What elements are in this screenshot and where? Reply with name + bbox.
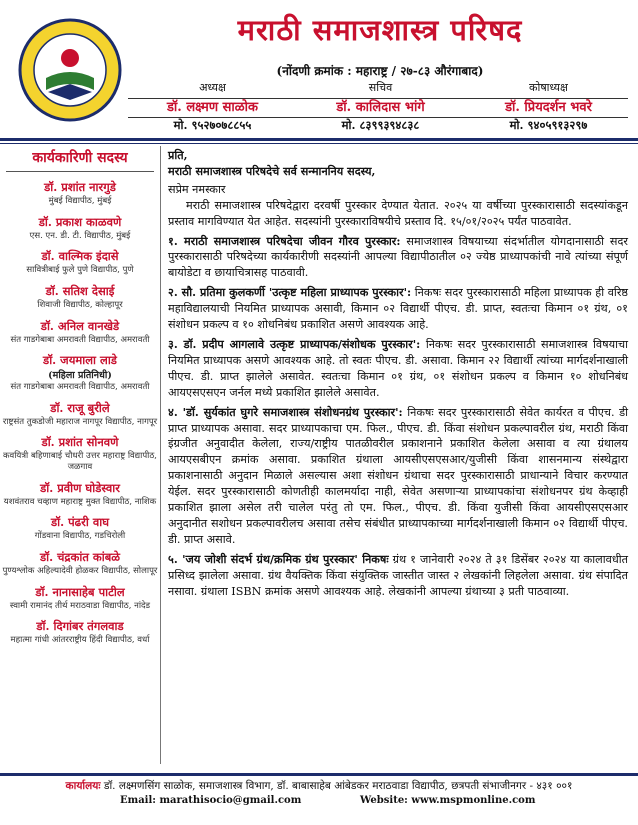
office-role: कोषाध्यक्ष — [529, 81, 568, 94]
member-name: डॉ. पंढरी वाघ — [51, 515, 109, 530]
member-item — [0, 284, 160, 311]
award-heading: १. मराठी समाजशास्त्र परिषदेचा जीवन गौरव पुरस्कार: — [168, 233, 401, 248]
member-institution: मुंबई विद्यापीठ, मुंबई — [48, 196, 112, 206]
member-name: डॉ. प्रशांत नारगुडे — [44, 180, 116, 194]
member-item — [0, 515, 160, 542]
registration-number: (नोंदणी क्रमांक : महाराष्ट्र / २७-८३ औरंगाबाद) — [276, 64, 484, 78]
member-item — [0, 249, 160, 276]
member-institution: पुण्यश्लोक अहिल्यादेवी होळकर विद्यापीठ, सोलापूर — [2, 565, 158, 576]
member-name: डॉ. प्रकाश काळवणे — [38, 214, 122, 229]
award-sections — [168, 234, 628, 600]
award-section — [168, 552, 628, 600]
member-item — [0, 619, 160, 646]
member-institution: राष्ट्रसंत तुकडोजी महाराज नागपूर विद्यापीठ, नागपूर — [2, 416, 158, 427]
header-rule — [0, 143, 638, 144]
award-heading: ४. 'डॉ. सुर्यकांत घुगरे समाजशास्त्र संशोधनग्रंथ पुरस्कार': — [168, 404, 403, 419]
member-institution: महात्मा गांधी आंतरराष्ट्रीय हिंदी विद्यापीठ, वर्धा — [10, 635, 150, 646]
member-item — [0, 215, 160, 242]
office-name: डॉ. कालिदास भांगे — [336, 100, 425, 115]
members-list — [0, 180, 160, 646]
office-name: डॉ. प्रियदर्शन भवरे — [505, 100, 592, 115]
member-institution: स्वामी रामानंद तीर्थ मराठवाडा विद्यापीठ, नांदेड — [9, 600, 151, 611]
letter-intro: मराठी समाजशास्त्र परिषदेद्वारा दरवर्षी पुरस्कार देण्यात येतात. २०२५ या वर्षीच्या पुरस्कारासाठी सदस्यांकडून प्रस्ताव मागविण्यात येत आहेत. सदस्यांनी पुरस्काराविषयीचे प्रस्ताव दि. १५/०१/२०२५ पर्यंत पाठवावेत. — [168, 198, 628, 228]
award-text: ग्रंथ १ जानेवारी २०२४ ते ३१ डिसेंबर २०२४ या कालावधीत प्रसिध्द झालेला असावा. ग्रंथ वैयक्तिक किंवा संयुक्तिक जास्तीत जास्त २ लेखकांनी लिहलेला असावा. ग्रंथ संपादित नसावा. ग्रंथाला ISBN क्रमांक असणे आवश्यक आहे. लेखकांनी आपल्या ग्रंथाच्या ३ प्रती पाठवाव्या. — [168, 552, 628, 598]
office-bearers — [130, 80, 630, 136]
office-phone: मो. ८३९९३९४८३८ — [341, 118, 420, 132]
office-role: सचिव — [368, 81, 393, 94]
member-name: डॉ. अनिल वानखेडे — [40, 318, 120, 333]
member-name: डॉ. दिगांबर तंगलवाड — [36, 619, 124, 634]
office-name: डॉ. लक्ष्मण साळोक — [166, 100, 259, 115]
footer — [0, 773, 638, 825]
office-role: अध्यक्ष — [199, 81, 226, 94]
email-link[interactable]: Email: marathisocio@gmail.com — [120, 795, 302, 806]
award-section — [168, 405, 628, 548]
member-item — [0, 585, 160, 612]
office-phone: मो. ९५२७०७८८५५ — [173, 118, 252, 132]
letter-addressee: मराठी समाजशास्त्र परिषदेचे सर्व सन्माननिय सदस्य, — [168, 163, 376, 178]
member-institution: गोंडवाना विद्यापीठ, गडचिरोली — [34, 531, 126, 542]
member-name: डॉ. जयमाला लाडे — [43, 353, 117, 368]
member-item — [0, 353, 160, 393]
award-text: समाजशास्त्र विषयाच्या संदर्भातील योगदानासाठी सदर पुरस्कारासाठी परिषदेच्या कार्यकारीणी सदस्यांनी आपल्या विद्यापीठातील ०२ ज्येष्ठ प्राध्यापकांची नावे त्यांच्या संपूर्ण बायोडेटा व छायाचित्रासह पाठवावी. — [168, 234, 628, 280]
member-item — [0, 481, 160, 508]
footer-rule — [0, 773, 638, 776]
address-text: डॉ. लक्ष्मणसिंग साळोक, समाजशास्त्र विभाग, डॉ. बाबासाहेब आंबेडकर मराठवाडा विद्यापीठ, छत्रपती संभाजीनगर - ४३१ ००१ — [103, 780, 573, 792]
executive-members-sidebar — [0, 146, 160, 764]
award-text: निकषः सदर पुरस्कारासाठी समाजशास्त्र विषयाचा नियमित प्राध्यापक असणे आवश्यक आहे. तो स्वतः पीएच. डी. असावा. किमान २२ विद्यार्थी त्यांच्या मार्गदर्शनाखाली पीएच. डी. प्राप्त झालेले असावेत. स्वतःचा किमान ०१ ग्रंथ, ०१ संशोधन प्रकल्प व किमान १० शोधनिबंध आयएसएसएन जर्नल मध्ये प्रकाशित झालेले असावेत. — [168, 337, 628, 399]
letter-body — [168, 148, 628, 599]
award-heading: ५. 'जय जोशी संदर्भ ग्रंथ/क्रमिक ग्रंथ पुरस्कार' निकषः — [168, 551, 389, 566]
member-name: डॉ. वाल्मिक इंदासे — [41, 249, 119, 264]
member-institution: संत गाडगेबाबा अमरावती विद्यापीठ, अमरावती — [10, 382, 150, 393]
address-label: कार्यालयः — [65, 780, 101, 792]
award-heading: ३. डॉ. प्रदीप आगलावे उत्कृष्ट प्राध्यापक/संशोधक पुरस्कार': — [168, 336, 421, 351]
office-address — [0, 779, 638, 793]
member-item — [0, 550, 160, 577]
member-institution: सावित्रीबाई फुले पुणे विद्यापीठ, पुणे — [26, 265, 134, 276]
member-name: डॉ. नानासाहेब पाटील — [35, 584, 125, 599]
member-name: डॉ. प्रवीण घोडेस्वार — [40, 480, 120, 495]
office-secretary — [298, 80, 463, 133]
member-name: डॉ. राजू बुरीले — [50, 400, 110, 415]
award-section — [168, 234, 628, 282]
award-text: निकषः सदर पुरस्कारासाठी महिला प्राध्यापक ही वरिष्ठ महाविद्यालयाची नियमित प्राध्यापक असावी, किमान ०२ विद्यार्थी पीएच. डी. प्राप्त, स्वतःचा किमान ०१ ग्रंथ, ०१ संशोधन प्रकल्प व १० शोधनिबंध प्रकाशित असणे आवश्यक आहे. — [168, 286, 628, 332]
sidebar-divider — [160, 146, 161, 764]
office-treasurer — [466, 80, 631, 133]
member-item — [0, 401, 160, 428]
office-phone: मो. ९४०५९१३२९७ — [509, 118, 588, 132]
award-heading: २. सौ. प्रतिमा कुलकर्णी 'उत्कृष्ट महिला प्राध्यापक पुरस्कार': — [168, 285, 412, 300]
award-section — [168, 337, 628, 401]
sidebar-title: कार्यकारिणी सदस्य — [6, 146, 154, 172]
member-name: डॉ. चंद्रकांत कांबळे — [39, 549, 121, 564]
header-rule — [0, 138, 638, 141]
award-text: निकषः सदर पुरस्कारासाठी सेवेत कार्यरत व पीएच. डी प्राप्त प्राध्यापक असावा. सदर प्राध्यापकाचा एम. फिल., पीएच. डी. किंवा संशोधन प्रकल्पावरील ग्रंथ, मराठी किंवा इंग्रजीत अनुवादीत केलेला, राज्य/राष्ट्रीय पातळीवरील प्रकाशनाने प्रकाशित केलेला असावा व त्या ग्रंथालय आयएसबीएन क्रमांक असावा. प्रकाशित ग्रंथाला आयसीएसएसआर/युजीसी किंवा शासनमान्य संस्थेद्वारा प्रकाशनासाठी अनुदान मिळाले असल्यास अशा संशोधन ग्रंथाचा सदर पुरस्कारासाठी प्राधान्याने विचार करण्यात येईल. सदर पुरस्कारासाठी कोणतीही कालमर्यादा नाही, सेवेत असणाऱ्या प्राध्यापकांचा संशोधनपर ग्रंथ केव्हाही प्रकाशित झाला असेल तरी चालेल परंतु तो एम. फिल., पीएच. डी. किंवा युजीसी किंवा आयसीएसएसआर अनुदानीत सशोधन प्रकल्पावरीलच असावा तसेच संबंधीत प्राध्यापकाच्या मार्गदर्शनाखाली किमान ०२ विद्यार्थी पीएच. डी. प्राप्त असावे. — [168, 405, 628, 546]
member-name: डॉ. प्रशांत सोनवणे — [41, 435, 119, 450]
letter-to: प्रति, — [168, 148, 188, 162]
letter-greeting: सप्रेम नमस्कार — [168, 182, 226, 196]
contact-line — [0, 795, 638, 811]
letterhead — [0, 0, 638, 140]
office-president — [130, 80, 295, 133]
website-link[interactable]: Website: www.mspmonline.com — [360, 795, 536, 806]
member-institution: संत गाडगेबाबा अमरावती विद्यापीठ, अमरावती — [10, 334, 150, 345]
organization-title: मराठी समाजशास्त्र परिषद — [237, 13, 523, 47]
organization-logo — [18, 18, 122, 122]
member-institution: एस. एन. डी. टी. विद्यापीठ, मुंबई — [29, 230, 131, 241]
member-item — [0, 180, 160, 207]
member-institution: यशवंतराव चव्हाण महाराष्ट्र मुक्त विद्यापीठ, नाशिक — [3, 496, 157, 507]
member-institution: शिवाजी विद्यापीठ, कोल्हापूर — [37, 299, 123, 310]
member-item — [0, 435, 160, 472]
member-role: (महिला प्रतिनिधी) — [48, 370, 112, 382]
member-name: डॉ. सतिश देसाई — [45, 283, 115, 298]
member-institution: कवयित्री बहिणाबाई चौधरी उत्तर महाराष्ट्र विद्यापीठ, जळगाव — [2, 451, 158, 472]
award-section — [168, 285, 628, 333]
member-item — [0, 319, 160, 346]
